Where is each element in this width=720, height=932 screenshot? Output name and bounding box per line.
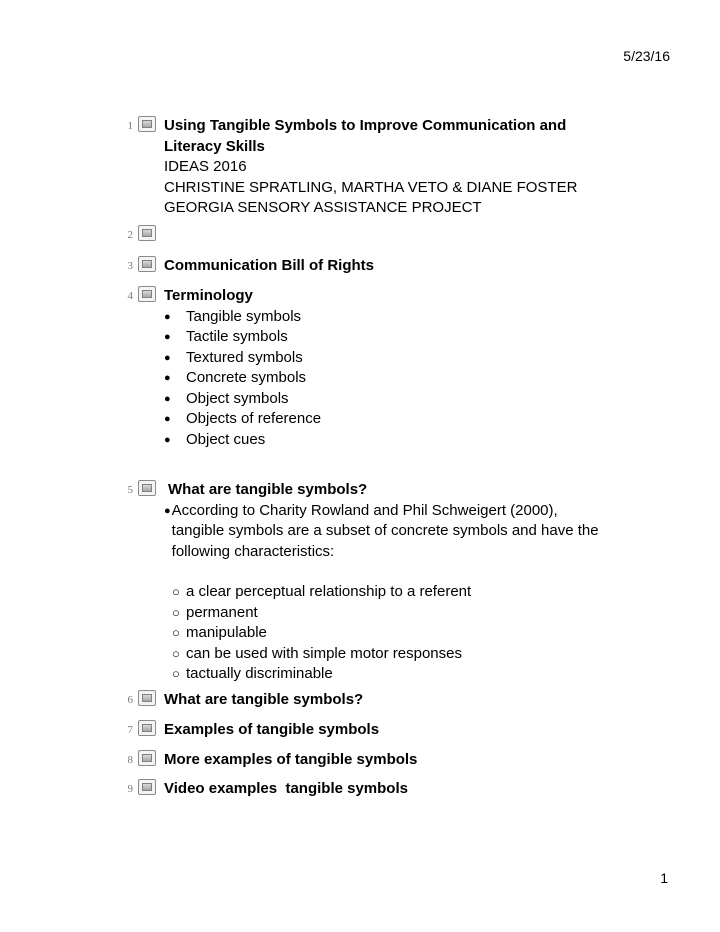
list-item: ○ manipulable (172, 623, 604, 644)
list-item: ● Objects of reference (164, 409, 624, 430)
slide-thumbnail-icon[interactable] (138, 779, 156, 795)
slide-number: 7 (127, 724, 133, 736)
slide-number: 9 (127, 783, 133, 795)
slide-title: What are tangible symbols? (164, 691, 364, 708)
slide-number: 2 (127, 229, 133, 241)
slide-thumbnail-icon[interactable] (138, 286, 156, 302)
list-item: ● Tangible symbols (164, 307, 624, 328)
list-item: ○ a clear perceptual relationship to a referent (172, 582, 604, 603)
list-item: ● Object symbols (164, 389, 624, 410)
terminology-list (164, 307, 624, 451)
slide-text-line: CHRISTINE SPRATLING, MARTHA VETO & DIANE FOSTER (164, 178, 578, 196)
slide-thumbnail-icon[interactable] (138, 480, 156, 496)
slide-number: 6 (127, 694, 133, 706)
slide-thumbnail-icon[interactable] (138, 720, 156, 736)
list-item: ● Tactile symbols (164, 327, 624, 348)
slide-paragraph: According to Charity Rowland and Phil Schweigert (2000), tangible symbols are a subset of concrete symbols and have the following characteristics: (171, 501, 599, 560)
slide-number: 3 (127, 260, 133, 272)
page-number: 1 (660, 870, 668, 886)
slide-title: Using Tangible Symbols to Improve Communication and Literacy Skills (164, 117, 567, 155)
list-item: ○ tactually discriminable (172, 664, 604, 685)
slide-text-line: GEORGIA SENSORY ASSISTANCE PROJECT (164, 199, 482, 216)
slide-title: Examples of tangible symbols (164, 721, 380, 738)
slide-title: Terminology (164, 287, 253, 304)
slide-thumbnail-icon[interactable] (138, 750, 156, 766)
bullet-icon: ● (164, 504, 171, 517)
slide-title: More examples of tangible symbols (164, 751, 418, 768)
list-item: ● Object cues (164, 430, 624, 451)
slide-thumbnail-icon[interactable] (138, 256, 156, 272)
list-item: ○ permanent (172, 603, 604, 624)
list-item: ● Textured symbols (164, 348, 624, 369)
slide-number: 5 (127, 484, 133, 496)
list-item: ● Concrete symbols (164, 368, 624, 389)
slide-number: 4 (127, 290, 133, 302)
slide-text-line: IDEAS 2016 (164, 158, 247, 175)
slide-title: Communication Bill of Rights (164, 257, 374, 274)
slide-thumbnail-icon[interactable] (138, 690, 156, 706)
slide-number: 1 (127, 120, 133, 132)
slide-thumbnail-icon[interactable] (138, 225, 156, 241)
print-date: 5/23/16 (623, 48, 670, 64)
slide-title: What are tangible symbols? (168, 481, 368, 498)
slide-thumbnail-icon[interactable] (138, 116, 156, 132)
slide-title: Video examples tangible symbols (164, 780, 408, 797)
list-item: ○ can be used with simple motor responses (172, 644, 604, 665)
slide-number: 8 (127, 754, 133, 766)
